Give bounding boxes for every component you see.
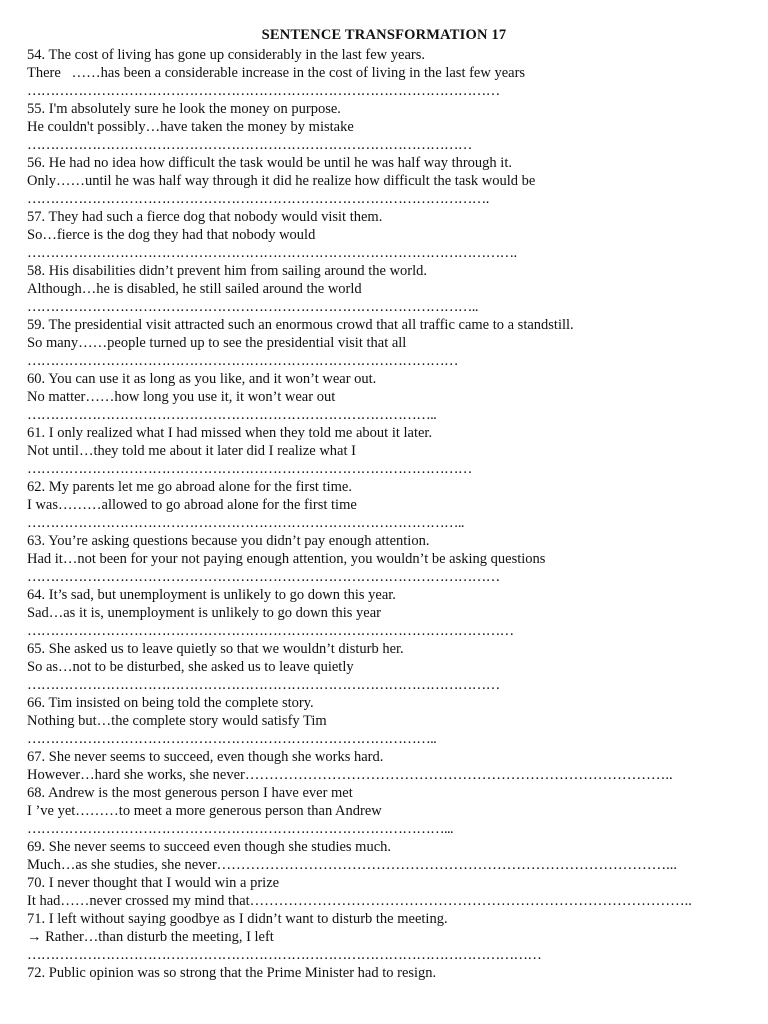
question-sentence: 58. His disabilities didn’t prevent him from sailing around the world. bbox=[27, 263, 428, 279]
question-sentence: 69. She never seems to succeed even though she studies much. bbox=[27, 839, 392, 855]
question-sentence: 62. My parents let me go abroad alone for the first time. bbox=[27, 479, 352, 495]
question-sentence: 64. It’s sad, but unemployment is unlikely to go down this year. bbox=[27, 587, 396, 603]
question-sentence: 55. I'm absolutely sure he look the money on purpose. bbox=[27, 101, 341, 117]
question-sentence: 57. They had such a fierce dog that nobody would visit them. bbox=[27, 209, 383, 225]
rewrite-sentence: Sad…as it is, unemployment is unlikely to go down this year bbox=[27, 605, 382, 621]
answer-dotted-line: ……………………………………………………………………………………………. bbox=[27, 245, 517, 261]
rewrite-sentence: Not until…they told me about it later did I realize what I bbox=[27, 443, 356, 459]
answer-dotted-line: …………………………………………………………………………………… bbox=[27, 461, 472, 477]
rewrite-sentence: → Rather…than disturb the meeting, I left bbox=[27, 929, 274, 945]
answer-dotted-line: …………………………………………………………………………………………… bbox=[27, 623, 514, 639]
answer-dotted-line: ………………………………………………………………………………… bbox=[27, 353, 458, 369]
rewrite-sentence: There ……has been a considerable increase in the cost of living in the last few years bbox=[27, 65, 526, 81]
question-sentence: 60. You can use it as long as you like, and it won’t wear out. bbox=[27, 371, 377, 387]
rewrite-sentence: It had……never crossed my mind that……………………………………………………………………………….. bbox=[27, 893, 692, 909]
rewrite-sentence: I ’ve yet………to meet a more generous person than Andrew bbox=[27, 803, 382, 819]
question-sentence: 56. He had no idea how difficult the task would be until he was half way through it. bbox=[27, 155, 512, 171]
question-sentence: 71. I left without saying goodbye as I didn’t want to disturb the meeting. bbox=[27, 911, 448, 927]
rewrite-sentence: Nothing but…the complete story would satisfy Tim bbox=[27, 713, 327, 729]
answer-dotted-line: ………………………………………………………………………………………………… bbox=[27, 947, 542, 963]
answer-dotted-line: ………………………………………………………………………………………… bbox=[27, 677, 500, 693]
question-sentence: 66. Tim insisted on being told the complete story. bbox=[27, 695, 314, 711]
rewrite-sentence: Only……until he was half way through it did he realize how difficult the task would be bbox=[27, 173, 536, 189]
question-sentence: 63. You’re asking questions because you didn’t pay enough attention. bbox=[27, 533, 430, 549]
rewrite-sentence: So…fierce is the dog they had that nobody would bbox=[27, 227, 316, 243]
rewrite-sentence: However…hard she works, she never…………………………………………………………………………….. bbox=[27, 767, 673, 783]
rewrite-sentence: No matter……how long you use it, it won’t wear out bbox=[27, 389, 336, 405]
rewrite-sentence: Much…as she studies, she never…………………………………………………………………………………... bbox=[27, 857, 678, 873]
answer-dotted-line: ………………………………………………………………………………….. bbox=[27, 515, 464, 531]
rewrite-sentence: So many……people turned up to see the presidential visit that all bbox=[27, 335, 407, 351]
answer-dotted-line: ………………………………………………………………………………………… bbox=[27, 83, 500, 99]
question-sentence: 70. I never thought that I would win a prize bbox=[27, 875, 280, 891]
rewrite-sentence: Had it…not been for your not paying enough attention, you wouldn’t be asking questions bbox=[27, 551, 546, 567]
question-sentence: 65. She asked us to leave quietly so that we wouldn’t disturb her. bbox=[27, 641, 404, 657]
worksheet-title: SENTENCE TRANSFORMATION 17 bbox=[261, 27, 507, 43]
answer-dotted-line: …………………………………………………………………………….. bbox=[27, 407, 437, 423]
question-sentence: 68. Andrew is the most generous person I have ever met bbox=[27, 785, 353, 801]
answer-dotted-line: …………………………………………………………………………….. bbox=[27, 731, 437, 747]
question-sentence: 59. The presidential visit attracted such an enormous crowd that all traffic came to a standstill. bbox=[27, 317, 574, 333]
answer-dotted-line: …………………………………………………………………………………….. bbox=[27, 299, 478, 315]
rewrite-sentence: He couldn't possibly…have taken the money by mistake bbox=[27, 119, 354, 135]
answer-dotted-line: ………………………………………………………………………………………… bbox=[27, 569, 500, 585]
question-sentence: 72. Public opinion was so strong that the Prime Minister had to resign. bbox=[27, 965, 437, 981]
question-sentence: 54. The cost of living has gone up considerably in the last few years. bbox=[27, 47, 425, 63]
rewrite-sentence: So as…not to be disturbed, she asked us to leave quietly bbox=[27, 659, 354, 675]
question-sentence: 61. I only realized what I had missed when they told me about it later. bbox=[27, 425, 433, 441]
question-sentence: 67. She never seems to succeed, even though she works hard. bbox=[27, 749, 384, 765]
answer-dotted-line: ………………………………………………………………………………... bbox=[27, 821, 454, 837]
answer-dotted-line: ………………………………………………………………………………………. bbox=[27, 191, 489, 207]
answer-dotted-line: …………………………………………………………………………………… bbox=[27, 137, 472, 153]
rewrite-sentence: Although…he is disabled, he still sailed around the world bbox=[27, 281, 362, 297]
rewrite-sentence: I was………allowed to go abroad alone for the first time bbox=[27, 497, 357, 513]
